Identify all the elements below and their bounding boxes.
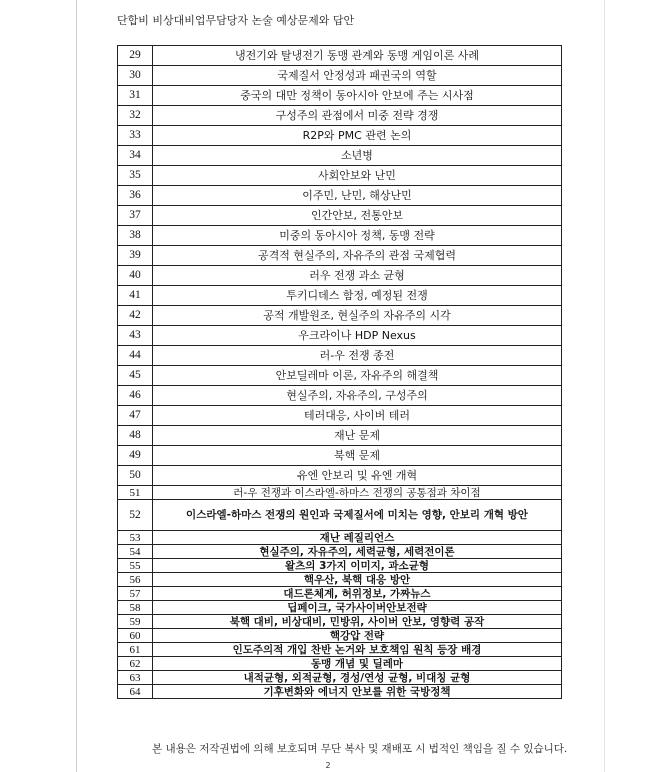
row-number: 46 xyxy=(118,386,153,406)
row-number: 40 xyxy=(118,266,153,286)
row-number: 41 xyxy=(118,286,153,306)
row-number: 57 xyxy=(118,587,153,601)
table-row xyxy=(118,46,562,66)
row-number: 36 xyxy=(118,186,153,206)
row-number: 61 xyxy=(118,643,153,657)
table-row xyxy=(118,486,562,500)
table-row xyxy=(118,266,562,286)
table-row xyxy=(118,126,562,146)
table-row xyxy=(118,246,562,266)
row-number: 49 xyxy=(118,446,153,466)
table-row xyxy=(118,446,562,466)
row-number: 37 xyxy=(118,206,153,226)
row-number: 43 xyxy=(118,326,153,346)
table-row xyxy=(118,559,562,573)
page-number: 2 xyxy=(325,761,331,770)
row-topic: 공적 개발원조, 현실주의 자유주의 시각 xyxy=(153,306,562,326)
table-row xyxy=(118,406,562,426)
table-row xyxy=(118,326,562,346)
row-number: 35 xyxy=(118,166,153,186)
row-number: 29 xyxy=(118,46,153,66)
table-row xyxy=(118,545,562,559)
row-topic: 미중의 동아시아 정책, 동맹 전략 xyxy=(153,226,562,246)
row-topic: 사회안보와 난민 xyxy=(153,166,562,186)
row-topic: 현실주의, 자유주의, 구성주의 xyxy=(153,386,562,406)
row-number: 54 xyxy=(118,545,153,559)
row-topic: 러-우 전쟁 종전 xyxy=(153,346,562,366)
copyright-notice: 본 내용은 저작권법에 의해 보호되며 무단 복사 및 재배포 시 법적인 책임을 질 수 있습니다. xyxy=(152,743,568,755)
row-number: 38 xyxy=(118,226,153,246)
table-row xyxy=(118,86,562,106)
row-topic: 우크라이나 HDP Nexus xyxy=(153,326,562,346)
row-topic: 대드론체계, 허위정보, 가짜뉴스 xyxy=(153,587,562,601)
row-number: 32 xyxy=(118,106,153,126)
row-topic: 이스라엘-하마스 전쟁의 원인과 국제질서에 미치는 영향, 안보리 개혁 방안 xyxy=(153,500,562,531)
row-topic: 중국의 대만 정책이 동아시아 안보에 주는 시사점 xyxy=(153,86,562,106)
row-topic: 내적균형, 외적균형, 경성/연성 균형, 비대칭 균형 xyxy=(153,671,562,685)
table-row xyxy=(118,615,562,629)
row-topic: 안보딜레마 이론, 자유주의 해결책 xyxy=(153,366,562,386)
row-number: 56 xyxy=(118,573,153,587)
row-topic: 핵강압 전략 xyxy=(153,629,562,643)
table-row xyxy=(118,671,562,685)
table-row xyxy=(118,629,562,643)
row-topic: 테러대응, 사이버 테러 xyxy=(153,406,562,426)
row-number: 34 xyxy=(118,146,153,166)
row-topic: 기후변화와 에너지 안보를 위한 국방정책 xyxy=(153,685,562,699)
table-row xyxy=(118,66,562,86)
row-number: 48 xyxy=(118,426,153,446)
row-topic: 재난 문제 xyxy=(153,426,562,446)
row-number: 53 xyxy=(118,531,153,545)
page-edge-right xyxy=(604,0,605,772)
row-number: 59 xyxy=(118,615,153,629)
row-number: 55 xyxy=(118,559,153,573)
row-number: 31 xyxy=(118,86,153,106)
document-header: 단합비 비상대비업무담당자 논술 예상문제와 답안 xyxy=(117,14,355,27)
table-row xyxy=(118,466,562,486)
row-topic: 이주민, 난민, 해상난민 xyxy=(153,186,562,206)
table-row xyxy=(118,346,562,366)
row-topic: 핵우산, 북핵 대응 방안 xyxy=(153,573,562,587)
table-row xyxy=(118,106,562,126)
row-topic: 투키디데스 함정, 예정된 전쟁 xyxy=(153,286,562,306)
row-number: 45 xyxy=(118,366,153,386)
page-edge-left xyxy=(76,0,77,772)
row-topic: R2P와 PMC 관련 논의 xyxy=(153,126,562,146)
table-row xyxy=(118,306,562,326)
row-number: 51 xyxy=(118,486,153,500)
row-number: 63 xyxy=(118,671,153,685)
row-topic: 북핵 문제 xyxy=(153,446,562,466)
row-number: 30 xyxy=(118,66,153,86)
row-number: 44 xyxy=(118,346,153,366)
row-number: 52 xyxy=(118,500,153,531)
table-row xyxy=(118,531,562,545)
row-topic: 인도주의적 개입 찬반 논거와 보호책임 원칙 등장 배경 xyxy=(153,643,562,657)
row-number: 50 xyxy=(118,466,153,486)
row-topic: 현실주의, 자유주의, 세력균형, 세력전이론 xyxy=(153,545,562,559)
row-topic: 공격적 현실주의, 자유주의 관점 국제협력 xyxy=(153,246,562,266)
row-number: 42 xyxy=(118,306,153,326)
row-topic: 재난 레질리언스 xyxy=(153,531,562,545)
table-row xyxy=(118,587,562,601)
table-row xyxy=(118,186,562,206)
row-number: 62 xyxy=(118,657,153,671)
table-row xyxy=(118,226,562,246)
row-topic: 동맹 개념 및 딜레마 xyxy=(153,657,562,671)
table-row xyxy=(118,386,562,406)
table-row xyxy=(118,286,562,306)
topic-table-body xyxy=(118,46,562,699)
row-number: 60 xyxy=(118,629,153,643)
row-topic: 국제질서 안정성과 패권국의 역할 xyxy=(153,66,562,86)
table-row xyxy=(118,146,562,166)
table-row xyxy=(118,685,562,699)
row-topic: 유엔 안보리 및 유엔 개혁 xyxy=(153,466,562,486)
table-row xyxy=(118,366,562,386)
row-number: 64 xyxy=(118,685,153,699)
row-topic: 구성주의 관점에서 미중 전략 경쟁 xyxy=(153,106,562,126)
table-row xyxy=(118,166,562,186)
row-topic: 러우 전쟁 과소 균형 xyxy=(153,266,562,286)
row-topic: 인간안보, 전통안보 xyxy=(153,206,562,226)
row-topic: 소년병 xyxy=(153,146,562,166)
row-number: 39 xyxy=(118,246,153,266)
row-topic: 왈츠의 3가지 이미지, 과소균형 xyxy=(153,559,562,573)
table-row xyxy=(118,573,562,587)
row-number: 58 xyxy=(118,601,153,615)
row-topic: 딥페이크, 국가사이버안보전략 xyxy=(153,601,562,615)
table-row xyxy=(118,206,562,226)
row-number: 47 xyxy=(118,406,153,426)
table-row xyxy=(118,601,562,615)
row-topic: 러-우 전쟁과 이스라엘-하마스 전쟁의 공통점과 차이점 xyxy=(153,486,562,500)
table-row xyxy=(118,426,562,446)
row-topic: 북핵 대비, 비상대비, 민방위, 사이버 안보, 영향력 공작 xyxy=(153,615,562,629)
topic-table xyxy=(117,45,562,699)
row-topic: 냉전기와 탈냉전기 동맹 관계와 동맹 게임이론 사례 xyxy=(153,46,562,66)
table-row xyxy=(118,500,562,531)
table-row xyxy=(118,643,562,657)
table-row xyxy=(118,657,562,671)
row-number: 33 xyxy=(118,126,153,146)
